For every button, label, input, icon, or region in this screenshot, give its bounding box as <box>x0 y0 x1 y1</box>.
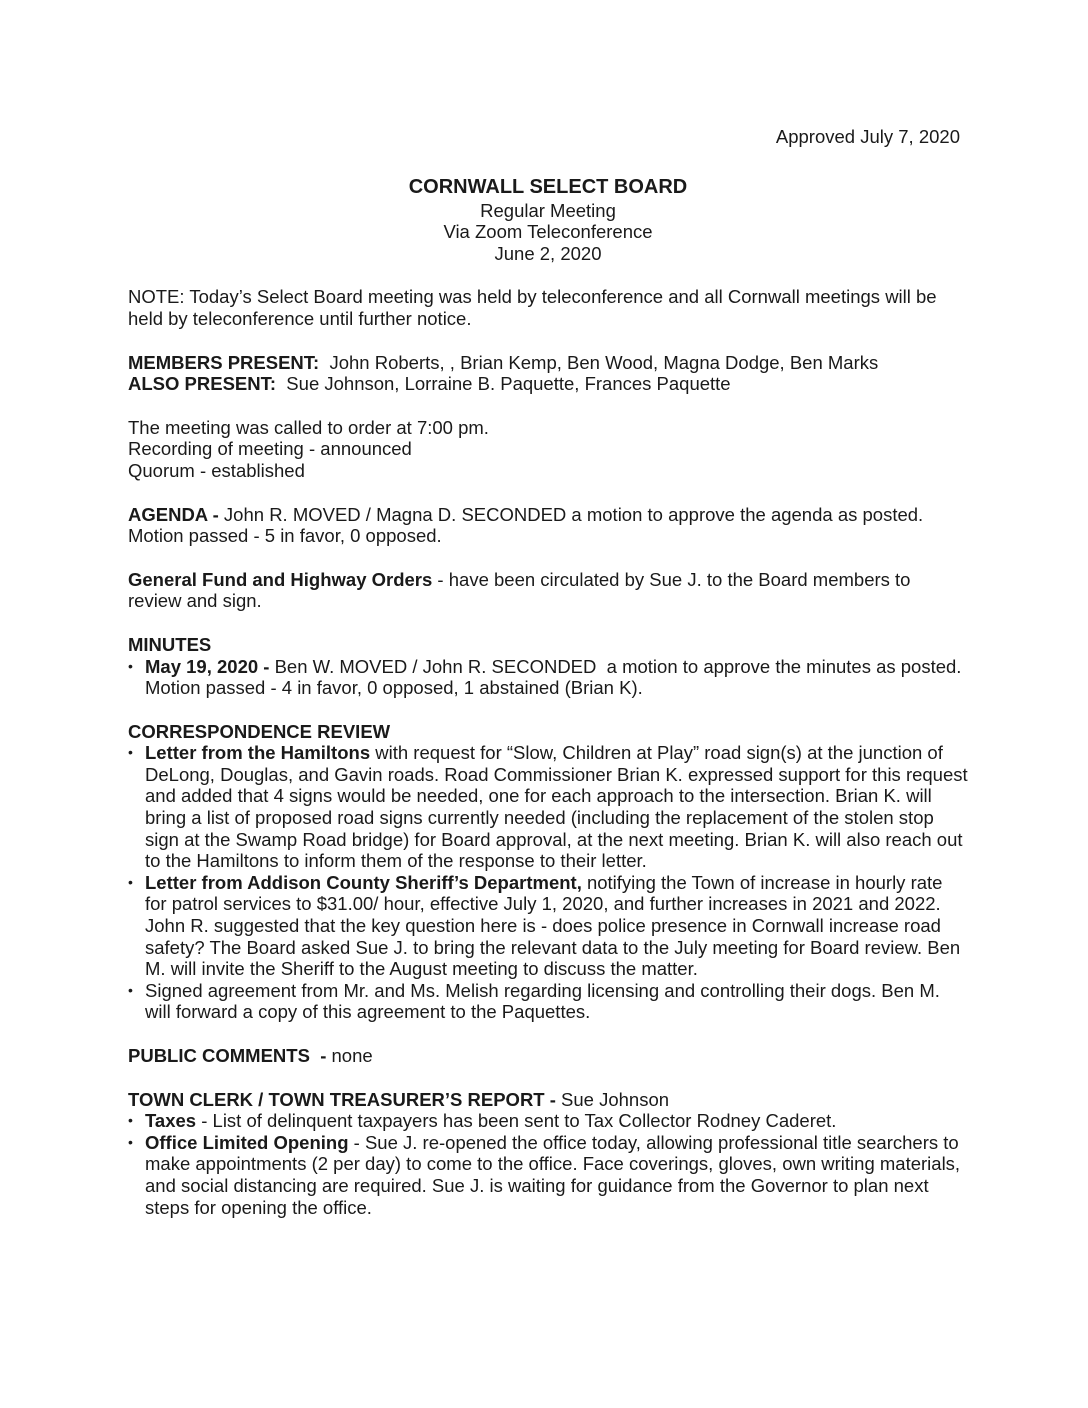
list-item: • May 19, 2020 - Ben W. MOVED / John R. SECONDED a motion to approve the minutes as posted. Motion passed - 4 in favor, 0 opposed, 1 abstained (Brian K). <box>128 655 967 699</box>
general-fund-label: General Fund and Highway Orders <box>128 568 433 590</box>
approval-note: Approved July 7, 2020 <box>775 126 960 147</box>
clerk-report-heading: TOWN CLERK / TOWN TREASURER’S REPORT - Sue Johnson <box>128 1088 670 1110</box>
list-item: • Letter from the Hamiltons with request for “Slow, Children at Play” road sign(s) at the junction of DeLong, Douglas, and Gavin roads. Road Commissioner Brian K. expressed support for this request and added that 4 signs would be needed, one for each approach to the intersection. Brian K. will bring a list of proposed road signs currently needed (including the replacement of the stolen stop sign at the Swamp Road bridge) for Board approval, at the next meeting. Brian K. will also reach out to the Hamiltons to inform them of the response to their letter. <box>128 742 968 872</box>
meeting-type: Regular Meeting <box>480 199 616 221</box>
bullet-icon: • <box>128 744 133 761</box>
public-comments-section <box>128 1045 968 1067</box>
also-present-list: Sue Johnson, Lorraine B. Paquette, Frances Paquette <box>276 373 731 395</box>
agenda-label: AGENDA - <box>128 503 219 525</box>
bullet-icon: • <box>128 657 133 674</box>
document-title: CORNWALL SELECT BOARD <box>408 175 688 198</box>
list-item: • Signed agreement from Mr. and Ms. Melish regarding licensing and controlling their dogs. Ben M. will forward a copy of this agreement to the Paquettes. <box>128 979 940 1023</box>
clerk-report-list <box>128 1110 968 1218</box>
correspondence-list <box>128 742 968 1023</box>
also-present-label: ALSO PRESENT: <box>128 373 277 395</box>
bullet-icon: • <box>128 1133 133 1150</box>
correspondence-heading: CORRESPONDENCE REVIEW <box>128 720 391 742</box>
general-fund-section <box>128 569 968 612</box>
public-comments-label: PUBLIC COMMENTS - <box>128 1045 327 1066</box>
attendance-section <box>128 352 968 395</box>
bullet-icon: • <box>128 1112 133 1129</box>
minutes-list <box>128 656 968 699</box>
members-present-list: John Roberts, , Brian Kemp, Ben Wood, Magna Dodge, Ben Marks <box>319 351 879 373</box>
list-item: • Taxes - List of delinquent taxpayers has been sent to Tax Collector Rodney Caderet. <box>128 1110 837 1132</box>
members-present <box>128 352 968 374</box>
document-header <box>128 174 968 265</box>
also-present <box>128 373 968 395</box>
correspondence-section <box>128 721 968 1023</box>
bullet-icon: • <box>128 981 133 998</box>
members-present-label: MEMBERS PRESENT: <box>128 351 320 373</box>
bullet-icon: • <box>128 873 133 890</box>
clerk-report-section <box>128 1089 968 1219</box>
agenda-text: John R. MOVED / Magna D. SECONDED a motion to approve the agenda as posted. Motion passed - 5 in favor, 0 opposed. <box>128 503 924 547</box>
list-item: • Letter from Addison County Sheriff’s Department, notifying the Town of increase in hourly rate for patrol services to $31.00/ hour, effective July 1, 2020, and further increases in 2021 and 2022. John R. suggested that the key question here is - does police presence in Cornwall increase road safety? The Board asked Sue J. to bring the relevant data to the July meeting for Board review. Ben M. will invite the Sheriff to the August meeting to discuss the matter. <box>128 871 961 980</box>
meeting-date: June 2, 2020 <box>494 242 602 264</box>
minutes-section <box>128 634 968 699</box>
general-fund-text: - have been circulated by Sue J. to the Board members to review and sign. <box>128 568 911 612</box>
public-comments-text: none <box>326 1045 373 1066</box>
agenda-section <box>128 504 968 547</box>
minutes-heading: MINUTES <box>128 633 212 655</box>
quorum-status: Quorum - established <box>128 459 305 481</box>
opening-section <box>128 417 968 482</box>
call-to-order: The meeting was called to order at 7:00 pm. <box>128 416 489 438</box>
list-item: • Office Limited Opening - Sue J. re-opened the office today, allowing professional title searchers to make appointments (2 per day) to come to the office. Face coverings, gloves, own writing materials, and social distancing are required. Sue J. is waiting for guidance from the Governor to plan next steps for opening the office. <box>128 1131 961 1218</box>
teleconference-note: NOTE: Today’s Select Board meeting was held by teleconference and all Cornwall meetings will be held by teleconference until further notice. <box>128 286 937 329</box>
recording-status: Recording of meeting - announced <box>128 438 412 460</box>
meeting-venue: Via Zoom Teleconference <box>443 221 653 243</box>
document-page <box>128 126 968 1218</box>
